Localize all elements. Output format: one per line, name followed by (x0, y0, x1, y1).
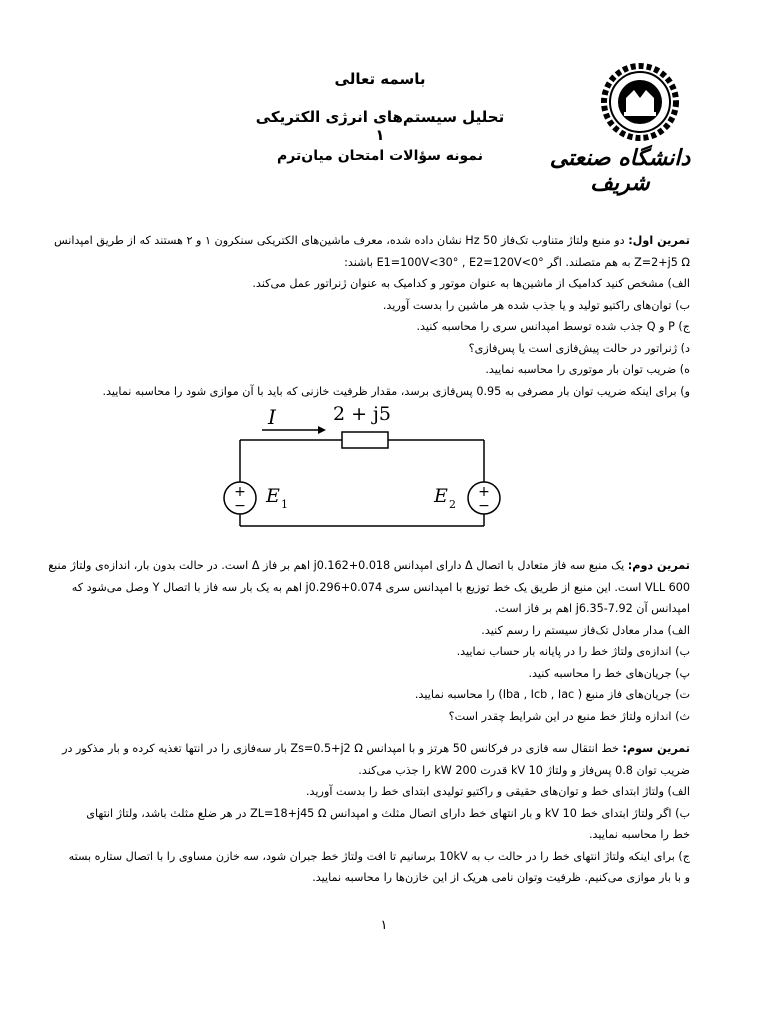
q2-line: امپدانس آن 7.92-j6.35 اهم بر فاز است. (494, 602, 690, 615)
q3-line: ج) برای اینکه ولتاژ انتهای خط را در حالت ب به 10kV برسانیم تا افت ولتاژ خط جبران شود، سه خازن مساوی را با اتصال ستاره بسته (68, 849, 690, 863)
q2-line: ب) اندازه‌ی ولتاژ خط را در پایانه بار حساب نمایید. (456, 645, 690, 658)
svg-text:+: + (478, 484, 490, 500)
university-logo (520, 62, 720, 196)
current-label: I (268, 405, 276, 429)
course-title: تحلیل سیستم‌های انرژی الکتریکی ۱ (255, 108, 505, 144)
q3-line: الف) ولتاژ ابتدای خط و توان‌های حقیقی و راکتیو تولیدی ابتدای خط را بدست آورید. (306, 785, 690, 798)
q3-line: ضریب توان 0.8 پس‌فاز و ولتاژ 10 kV قدرت 200 kW را جذب می‌کند. (358, 763, 690, 777)
q1-line: د) ژنراتور در حالت پیش‌فازی است یا پس‌فازی؟ (468, 341, 690, 355)
q1-line: ه) ضریب توان بار موتوری را محاسبه نمایید. (485, 363, 690, 376)
q2-line: الف) مدار معادل تک‌فاز سیستم را رسم کنید. (481, 623, 690, 637)
circuit-diagram (212, 398, 512, 528)
q2-line: 600 VLL است. این منبع از طریق یک خط توزیع با امپدانس سری 0.074+j0.296 اهم به یک بار سه فاز با اتصال Y وصل می‌شود که (71, 580, 690, 594)
university-name: دانشگاه صنعتی شریف (549, 146, 691, 196)
source1-label: E (266, 485, 280, 507)
question-1 (53, 230, 690, 402)
q3-line: ب) اگر ولتاژ ابتدای خط 10 kV و بار انتهای خط دارای اتصال مثلث و امپدانس ZL=18+j45 Ω در هر ضلع مثلث باشد، ولتاژ انتهای (86, 806, 690, 820)
q2-line: پ) جریان‌های خط را محاسبه کنید. (528, 666, 690, 680)
q3-line: تمرین سوم: خط انتقال سه فازی در فرکانس 50 هرتز و با امپدانس Zs=0.5+j2 Ω بار سه‌فازی را در انتها تغذیه کرده و بار مذکور در (62, 742, 690, 755)
q2-line: تمرین دوم: یک منبع سه فاز متعادل با اتصال Δ دارای امپدانس 0.018+j0.162 اهم بر فاز Δ است. در حالت بدون بار، اندازه‌ی ولتاژ منبع (48, 559, 690, 572)
svg-text:+: + (234, 484, 246, 500)
q1-line: الف) مشخص کنید کدامیک از ماشین‌ها به عنوان موتور و کدامیک به عنوان ژنراتور عمل می‌کند. (252, 277, 690, 290)
q3-line: و با بار موازی می‌کنیم. ظرفیت وتوان نامی هریک از این خازن‌ها را محاسبه نمایید. (312, 871, 690, 884)
q2-label: تمرین دوم: (627, 559, 690, 572)
q1-line: Z=2+j5 Ω به هم متصلند. اگر E1=100V<30° , E2=120V<0° باشند: (344, 255, 690, 269)
basmala: باسمه تعالی (334, 70, 426, 88)
svg-text:2: 2 (449, 498, 456, 511)
q2-line: ث) اندازه ولتاژ خط منبع در این شرایط چقدر است؟ (448, 709, 690, 723)
q2-line: ت) جریان‌های فاز منبع ( Iba , Icb , Iac) را محاسبه نمایید. (414, 688, 690, 701)
question-2 (48, 555, 690, 727)
q1-line: تمرین اول: دو منبع ولتاژ متناوب تک‌فاز 50 Hz نشان داده شده، معرف ماشین‌های الکتریکی سنکرون ۱ و ۲ هستند که از طریق امپدانس (53, 234, 690, 247)
source2-label: E (434, 485, 448, 507)
impedance-resistor (342, 432, 388, 448)
q3-label: تمرین سوم: (622, 742, 690, 755)
current-arrow-icon (318, 426, 326, 434)
impedance-label: 2 + j5 (332, 403, 392, 425)
page-number: ۱ (380, 918, 388, 933)
svg-text:−: − (478, 498, 490, 514)
q1-label: تمرین اول: (628, 234, 690, 247)
q1-line: ب) توان‌های راکتیو تولید و یا جذب شده هر ماشین را بدست آورید. (382, 298, 690, 312)
q3-line: خط را محاسبه نمایید. (589, 828, 690, 841)
exam-title: نمونه سؤالات امتحان میان‌ترم (277, 148, 483, 164)
svg-text:1: 1 (281, 498, 288, 511)
question-3 (62, 738, 690, 889)
svg-text:−: − (234, 498, 246, 514)
q1-line: ج) P و Q جذب شده توسط امپدانس سری را محاسبه کنید. (416, 320, 690, 333)
q1-line: و) برای اینکه ضریب توان بار مصرفی به 0.95 پس‌فازی برسد، مقدار ظرفیت خازنی که باید با آن موازی شود را محاسبه نمایید. (102, 384, 690, 398)
